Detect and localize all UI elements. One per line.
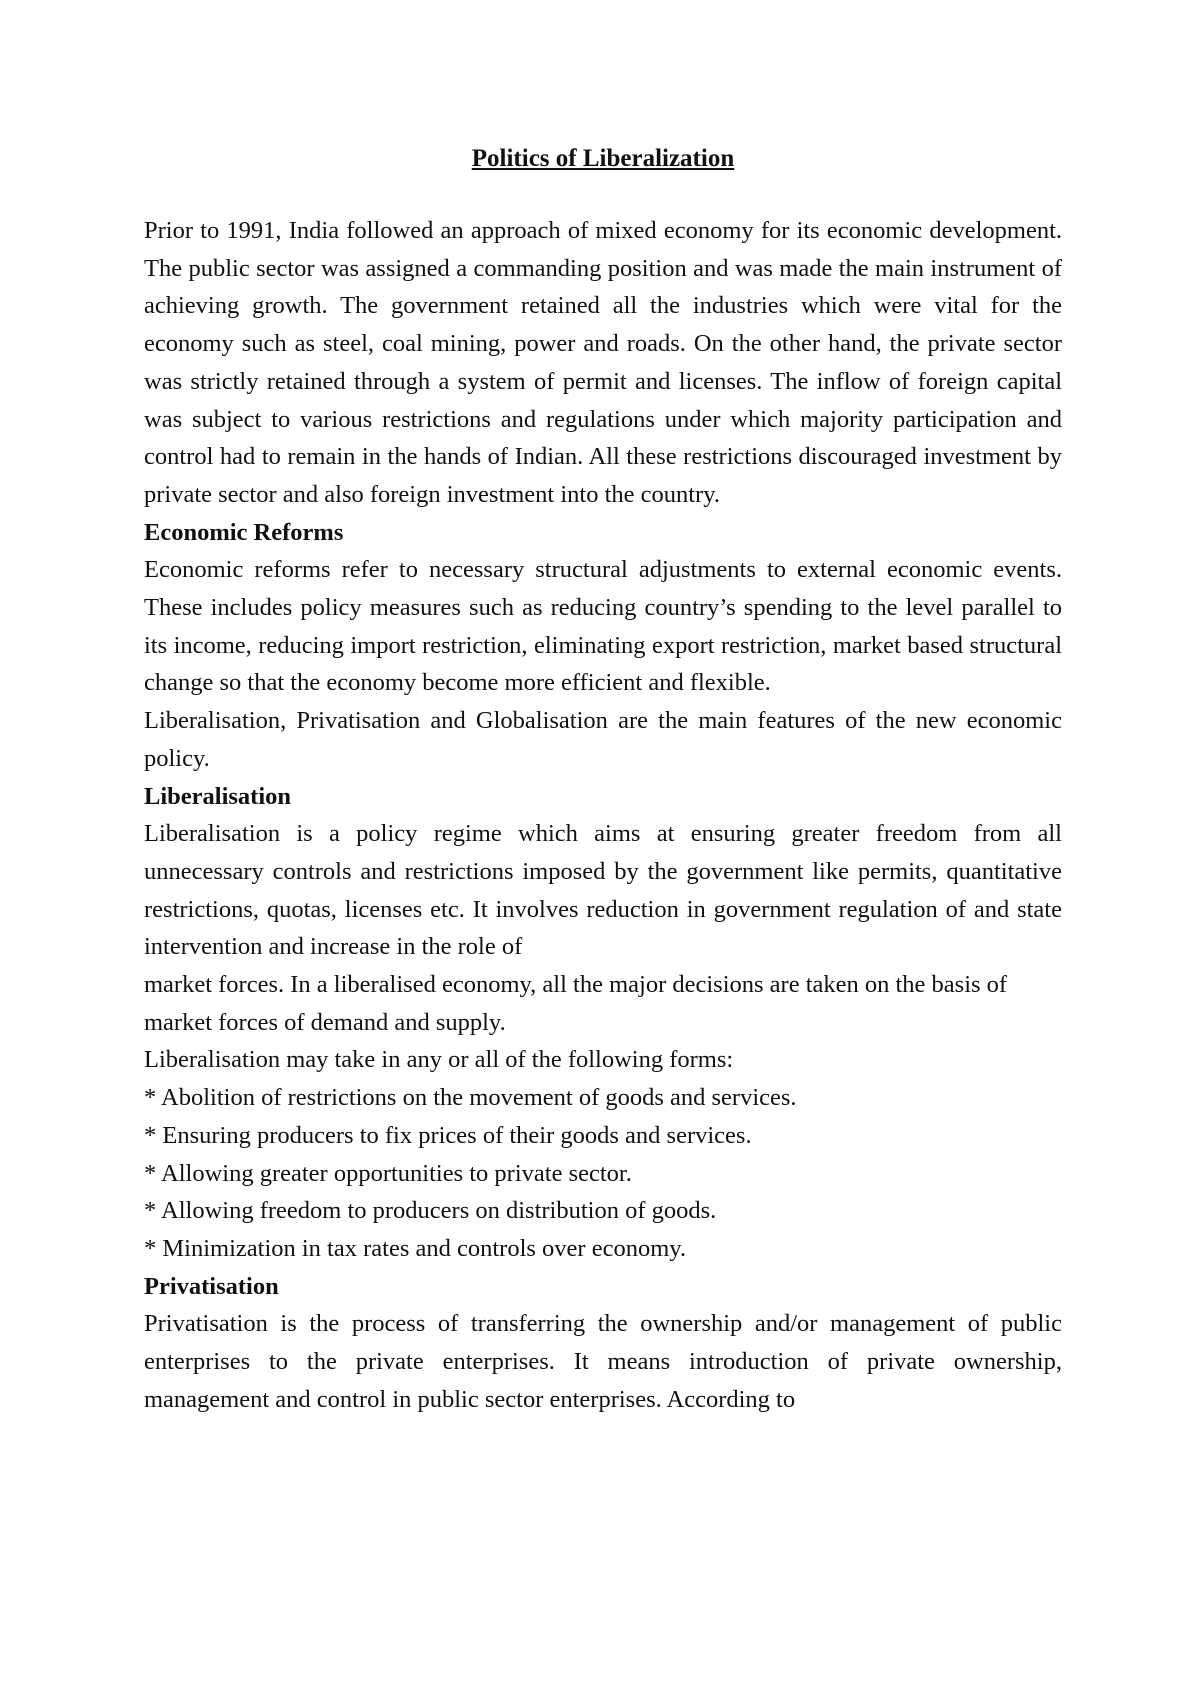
liberalisation-forms-intro: Liberalisation may take in any or all of the following forms: [144, 1046, 734, 1074]
economic-reforms-heading: Economic Reforms [144, 518, 344, 546]
list-item: * Abolition of restrictions on the movement of goods and services. [144, 1084, 797, 1112]
list-item: * Minimization in tax rates and controls over economy. [144, 1234, 687, 1262]
list-item: * Allowing freedom to producers on distribution of goods. [144, 1197, 717, 1225]
list-item: * Ensuring producers to fix prices of their goods and services. [144, 1121, 752, 1149]
liberalisation-forms-list [144, 1079, 1062, 1268]
privatisation-heading: Privatisation [144, 1272, 279, 1300]
economic-reforms-paragraph: Economic reforms refer to necessary structural adjustments to external economic events. These includes policy measures such as reducing country’s spending to the level parallel to its income, reducing import restriction, eliminating export restriction, market based structural change so that the economy become more efficient and flexible. [144, 556, 1062, 697]
privatisation-paragraph: Privatisation is the process of transferring the ownership and/or management of public enterprises to the private enterprises. It means introduction of private ownership, management and control in public sector enterprises. According to [144, 1310, 1062, 1413]
intro-paragraph: Prior to 1991, India followed an approach of mixed economy for its economic development. The public sector was assigned a commanding position and was made the main instrument of achieving growth. The government retained all the industries which were vital for the economy such as steel, coal mining, power and roads. On the other hand, the private sector was strictly retained through a system of permit and licenses. The inflow of foreign capital was subject to various restrictions and regulations under which majority participation and control had to remain in the hands of Indian. All these restrictions discouraged investment by private sector and also foreign investment into the country. [144, 217, 1062, 508]
document-title: Politics of Liberalization [471, 145, 735, 172]
liberalisation-paragraph-2: market forces. In a liberalised economy, all the major decisions are taken on the basis of market forces of demand and supply. [144, 971, 1008, 1036]
document-page [144, 142, 1062, 1419]
liberalisation-heading: Liberalisation [144, 782, 292, 810]
list-item: * Allowing greater opportunities to private sector. [144, 1159, 632, 1187]
new-policy-features-paragraph: Liberalisation, Privatisation and Globalisation are the main features of the new economic policy. [144, 707, 1062, 772]
liberalisation-paragraph-1: Liberalisation is a policy regime which aims at ensuring greater freedom from all unnecessary controls and restrictions imposed by the government like permits, quantitative restrictions, quotas, licenses etc. It involves reduction in government regulation of and state intervention and increase in the role of [144, 820, 1062, 961]
